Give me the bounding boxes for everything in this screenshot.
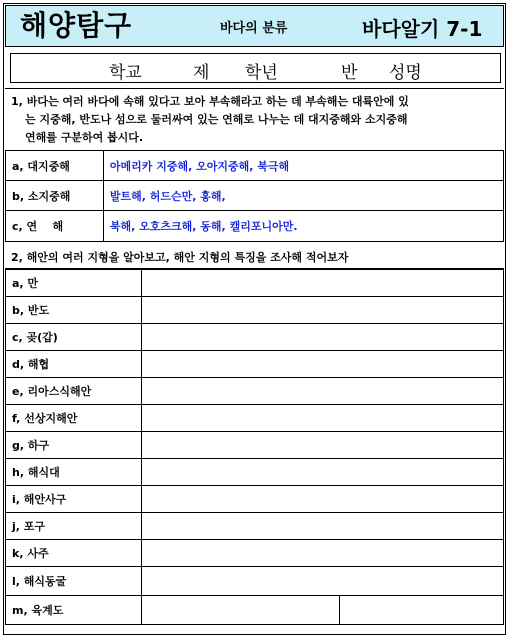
landform-answer-cell[interactable]	[141, 432, 503, 459]
landform-label: m, 육계도	[6, 596, 142, 625]
landform-label: i, 해안사구	[6, 486, 142, 513]
landform-answer-cell[interactable]	[141, 405, 503, 432]
grade-prefix-label: 제	[193, 63, 210, 83]
landform-label: j, 포구	[6, 513, 142, 540]
landform-label: l, 해식동굴	[6, 567, 142, 596]
table-row	[6, 324, 504, 351]
landform-table	[5, 269, 504, 625]
question-1-line-3: 연해를 구분하여 봅시다.	[25, 131, 144, 144]
worksheet	[3, 3, 506, 635]
landform-answer-cell[interactable]	[141, 270, 503, 297]
table-row	[6, 378, 504, 405]
sea-answer[interactable]: 아메리카 지중해, 오아지중해, 북극해	[103, 151, 503, 181]
grade-label: 학년	[245, 63, 278, 83]
table-row	[6, 513, 504, 540]
landform-label: k, 사주	[6, 540, 142, 567]
landform-answer-cell[interactable]	[141, 486, 503, 513]
table-row	[6, 486, 504, 513]
table-row	[6, 540, 504, 567]
landform-label: e, 리아스식해안	[6, 378, 142, 405]
table-row	[6, 432, 504, 459]
landform-label: b, 반도	[6, 297, 142, 324]
sea-answer[interactable]: 북해, 오호츠크해, 동해, 캘리포니아만.	[103, 211, 503, 242]
landform-label: c, 곶(갑)	[6, 324, 142, 351]
class-label: 반	[341, 63, 358, 83]
table-row	[6, 270, 504, 297]
table-row	[6, 351, 504, 378]
table-row	[6, 151, 504, 181]
sea-label: c, 연 해	[6, 211, 104, 242]
table-row	[6, 567, 504, 596]
landform-answer-cell[interactable]	[141, 540, 503, 567]
student-info-bar	[10, 53, 501, 83]
school-label: 학교	[109, 63, 142, 83]
landform-answer-cell[interactable]	[340, 596, 504, 625]
name-label: 성명	[389, 63, 422, 83]
table-row	[6, 211, 504, 242]
question-1-line-1: 바다는 여러 바다에 속해 있다고 보아 부속해라고 하는 데 부속해는 대륙안에 있	[26, 95, 409, 108]
landform-answer-cell[interactable]	[141, 297, 503, 324]
landform-answer-cell[interactable]	[141, 324, 503, 351]
landform-answer-cell[interactable]	[141, 596, 340, 625]
landform-label: f, 선상지해안	[6, 405, 142, 432]
landform-label: a, 만	[6, 270, 142, 297]
question-1	[5, 88, 504, 150]
landform-answer-cell[interactable]	[141, 351, 503, 378]
landform-label: d, 해협	[6, 351, 142, 378]
landform-answer-cell[interactable]	[141, 459, 503, 486]
landform-answer-cell[interactable]	[141, 513, 503, 540]
worksheet-code: 바다알기 7-1	[362, 17, 483, 41]
table-row	[6, 181, 504, 211]
sea-label: b, 소지중해	[6, 181, 104, 211]
question-1-line-2: 는 지중해, 반도나 섬으로 둘러싸여 있는 연해로 나누는 데 대지중해와 소지중해	[25, 113, 408, 126]
worksheet-subtitle: 바다의 분류	[220, 21, 288, 36]
sea-answer[interactable]: 발트해, 허드슨만, 홍해,	[103, 181, 503, 211]
table-row	[6, 459, 504, 486]
landform-label: g, 하구	[6, 432, 142, 459]
table-row	[6, 297, 504, 324]
table-row	[6, 596, 504, 625]
sea-label: a, 대지중해	[6, 151, 104, 181]
question-2: 2, 해안의 여러 지형을 알아보고, 해안 지형의 특징을 조사해 적어보자	[5, 241, 504, 269]
sea-classification-table	[5, 150, 504, 242]
worksheet-title: 해양탐구	[20, 9, 133, 42]
table-row	[6, 405, 504, 432]
landform-answer-cell[interactable]	[141, 567, 503, 596]
header-banner	[5, 5, 504, 47]
landform-label: h, 해식대	[6, 459, 142, 486]
question-1-number: 1,	[11, 95, 23, 108]
landform-answer-cell[interactable]	[141, 378, 503, 405]
